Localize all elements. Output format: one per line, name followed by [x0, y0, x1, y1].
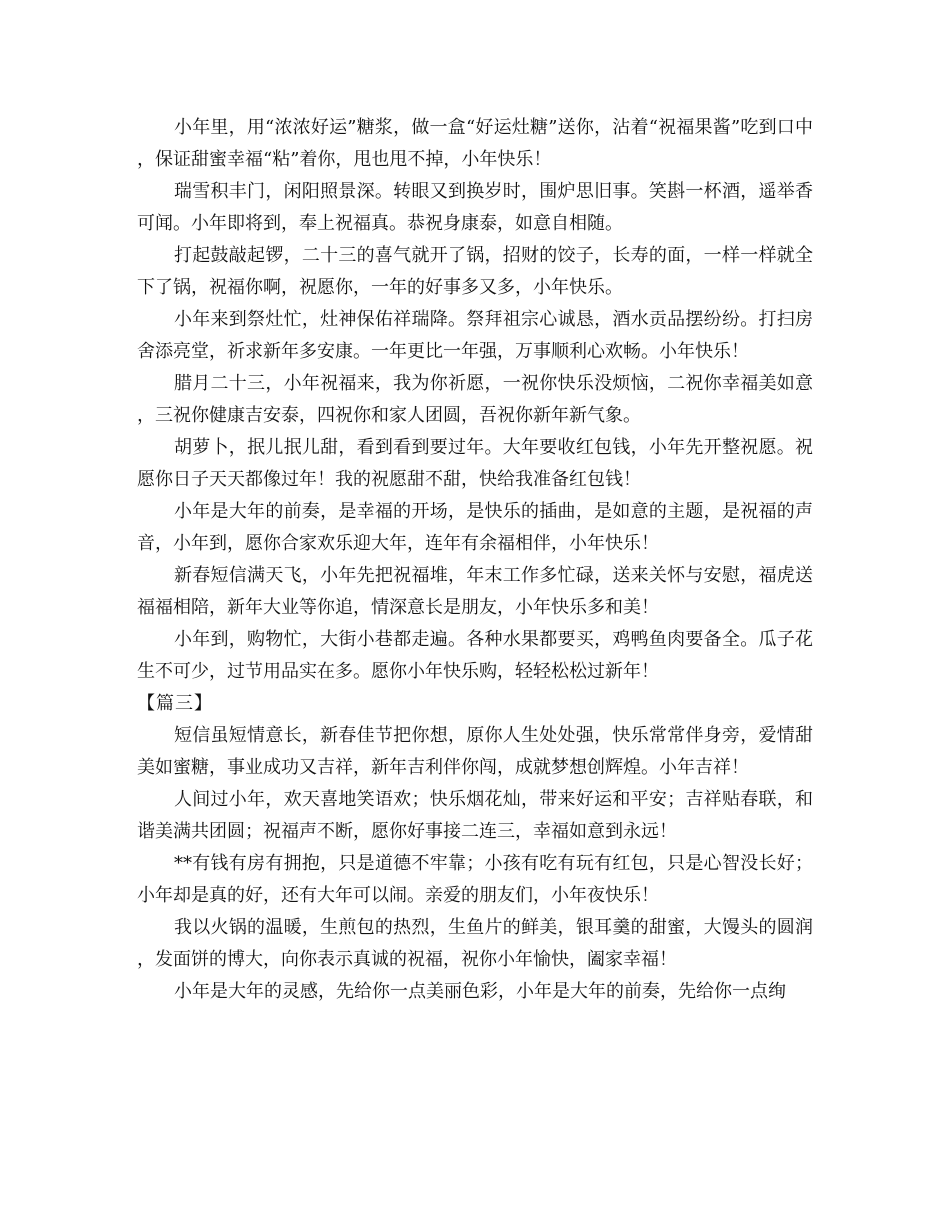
section-heading: 【篇三】 [137, 693, 213, 714]
paragraph: 短信虽短情意长，新春佳节把你想，原你人生处处强，快乐常常伴身旁，爱情甜美如蜜糖，事业成功又吉祥，新年吉利伴你闯，成就梦想创辉煌。小年吉祥！ [137, 725, 813, 778]
paragraph: 小年是大年的前奏，是幸福的开场，是快乐的插曲，是如意的主题，是祝福的声音，小年到，愿你合家欢乐迎大年，连年有余福相伴，小年快乐！ [137, 501, 813, 554]
paragraph: 小年来到祭灶忙，灶神保佑祥瑞降。祭拜祖宗心诚恳，酒水贡品摆纷纷。打扫房舍添亮堂，祈求新年多安康。一年更比一年强，万事顺利心欢畅。小年快乐！ [137, 309, 813, 362]
paragraph: 小年里，用“浓浓好运”糖浆，做一盒“好运灶糖”送你，沾着“祝福果酱”吃到口中，保证甜蜜幸福“粘”着你，甩也甩不掉，小年快乐！ [137, 117, 813, 170]
document-body [137, 112, 813, 1008]
paragraph: **有钱有房有拥抱，只是道德不牢靠；小孩有吃有玩有红包，只是心智没长好；小年却是真的好，还有大年可以闹。亲爱的朋友们，小年夜快乐！ [137, 853, 813, 906]
paragraph: 我以火锅的温暖，生煎包的热烈，生鱼片的鲜美，银耳羹的甜蜜，大馒头的圆润，发面饼的博大，向你表示真诚的祝福，祝你小年愉快，阖家幸福！ [137, 917, 813, 970]
paragraph: 打起鼓敲起锣，二十三的喜气就开了锅，招财的饺子，长寿的面，一样一样就全下了锅，祝福你啊，祝愿你，一年的好事多又多，小年快乐。 [137, 245, 813, 298]
paragraph: 胡萝卜，抿儿抿儿甜，看到看到要过年。大年要收红包钱，小年先开整祝愿。祝愿你日子天天都像过年！我的祝愿甜不甜，快给我准备红包钱！ [137, 437, 813, 490]
paragraph: 瑞雪积丰门，闲阳照景深。转眼又到换岁时，围炉思旧事。笑斟一杯酒，遥举香可闻。小年即将到，奉上祝福真。恭祝身康泰，如意自相随。 [137, 181, 813, 234]
paragraph: 新春短信满天飞，小年先把祝福堆，年末工作多忙碌，送来关怀与安慰，福虎送福福相陪，新年大业等你追，情深意长是朋友，小年快乐多和美！ [137, 565, 813, 618]
paragraph: 小年到，购物忙，大街小巷都走遍。各种水果都要买，鸡鸭鱼肉要备全。瓜子花生不可少，过节用品实在多。愿你小年快乐购，轻轻松松过新年！ [137, 629, 813, 682]
paragraph: 小年是大年的灵感，先给你一点美丽色彩，小年是大年的前奏，先给你一点绚 [174, 981, 786, 1002]
paragraph: 人间过小年，欢天喜地笑语欢；快乐烟花灿，带来好运和平安；吉祥贴春联，和谐美满共团圆；祝福声不断，愿你好事接二连三，幸福如意到永远！ [137, 789, 813, 842]
paragraph: 腊月二十三，小年祝福来，我为你祈愿，一祝你快乐没烦恼，二祝你幸福美如意，三祝你健康吉安泰，四祝你和家人团圆，吾祝你新年新气象。 [137, 373, 813, 426]
